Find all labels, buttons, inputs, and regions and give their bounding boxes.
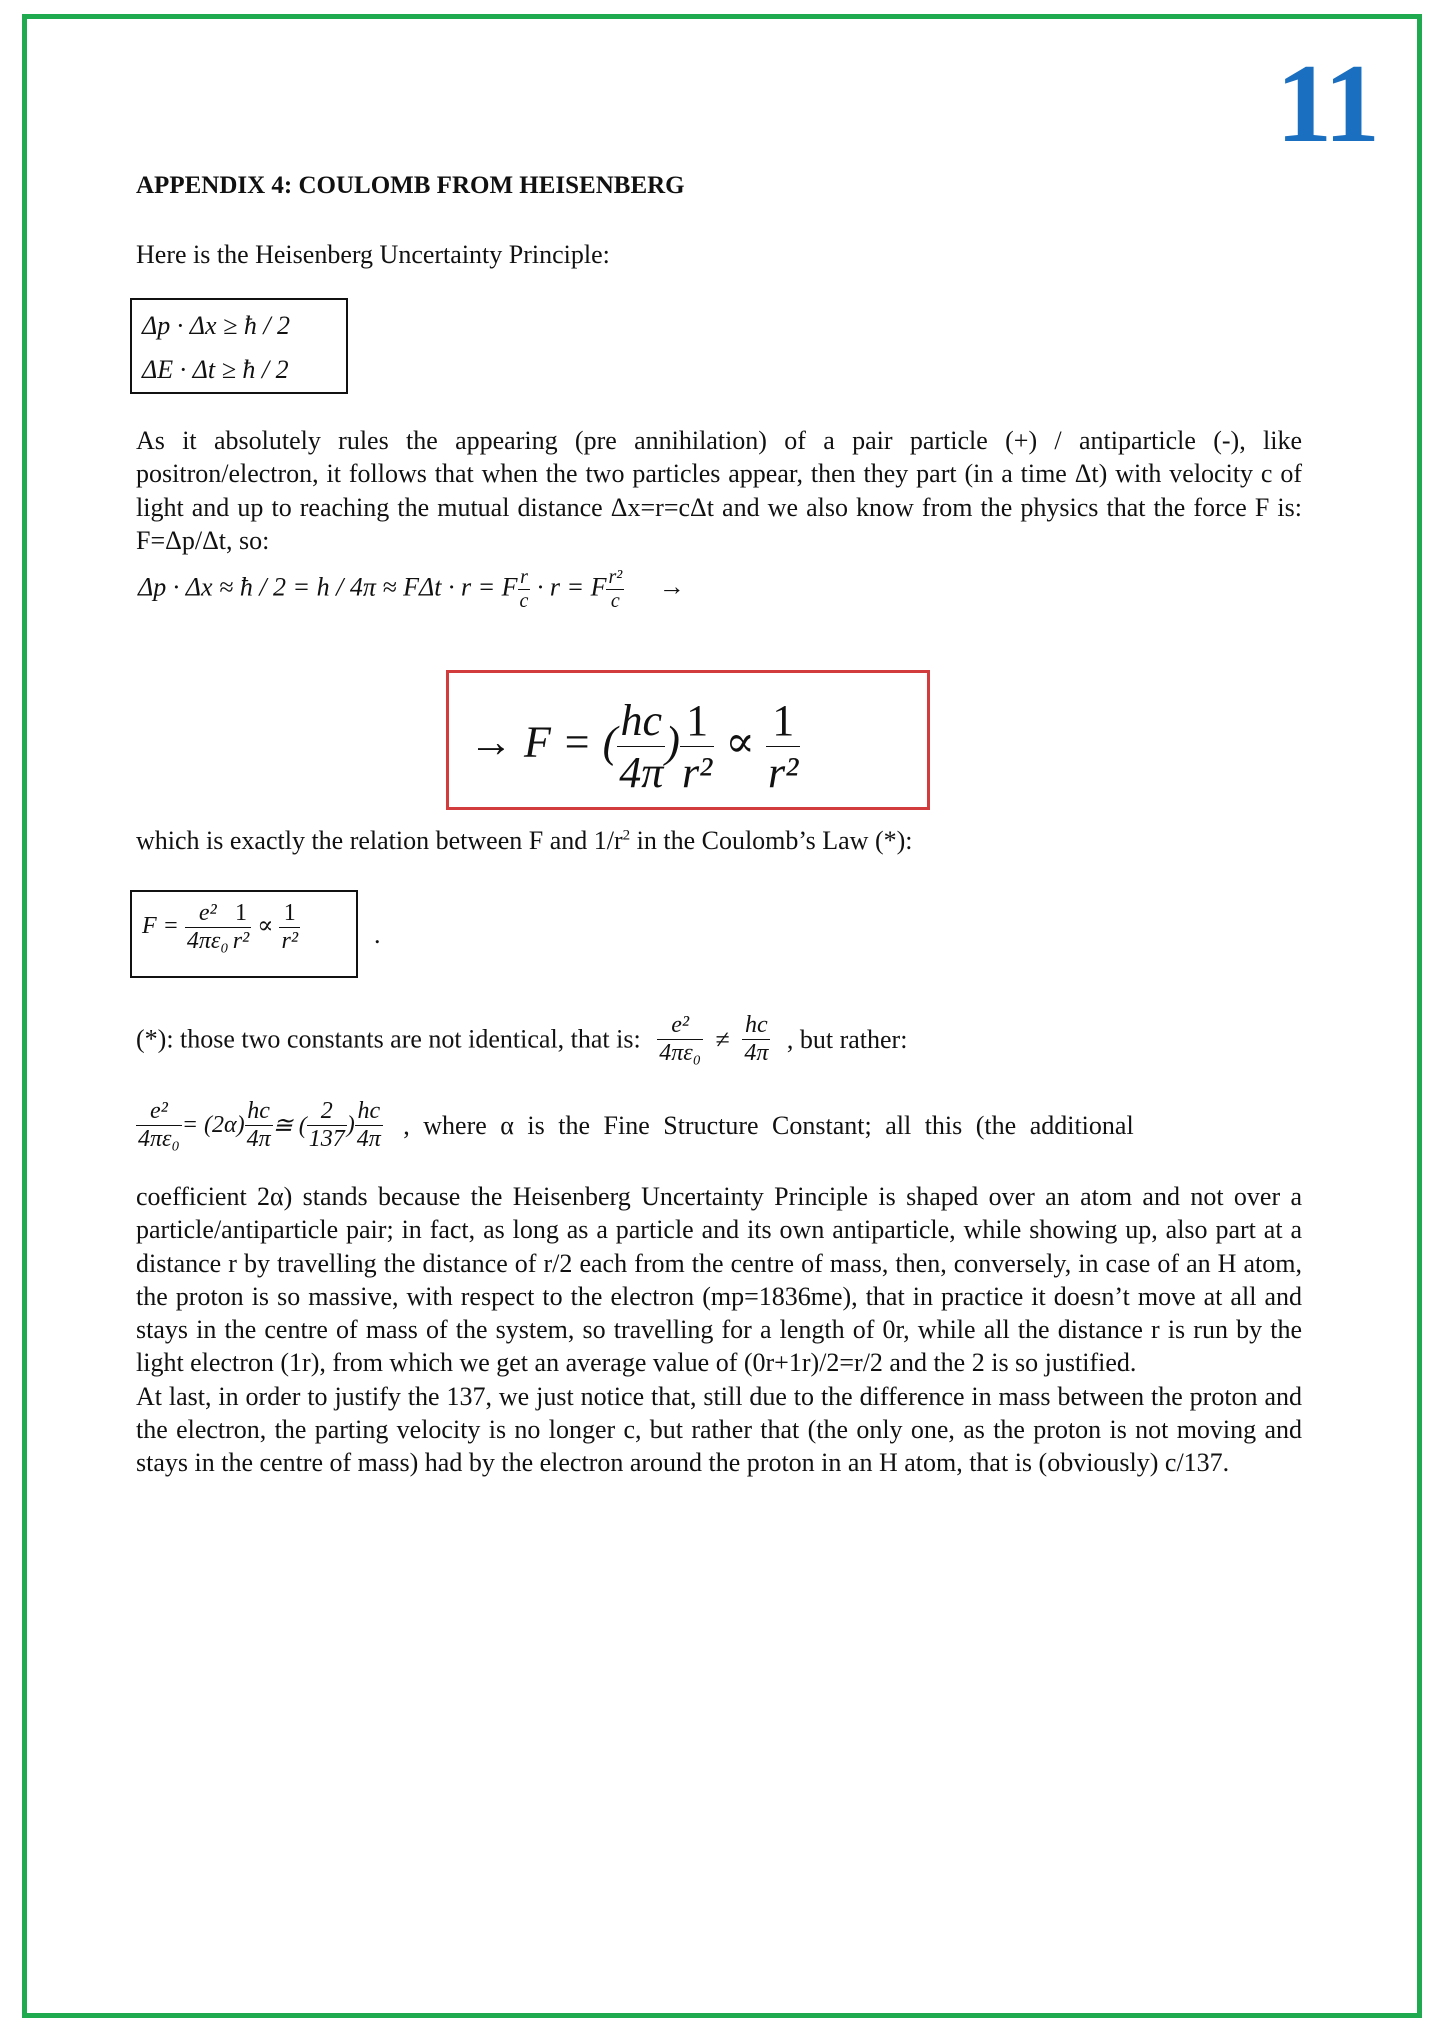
- fraction-denominator: 137: [308, 1126, 345, 1152]
- coulomb-box: [130, 890, 358, 978]
- fraction-1-over-r2-b: [279, 900, 300, 955]
- fraction-e2-over-4pieps: [657, 1012, 703, 1067]
- fraction-1-over-r2: [680, 695, 714, 798]
- fraction-1-over-r2: [231, 900, 252, 955]
- fine-structure-tail: , where α is the Fine Structure Constant; all this (the additional: [403, 1110, 1134, 1140]
- uncertainty-line-2: ΔE · Δt ≥ ħ / 2: [142, 355, 289, 384]
- fine-structure-line: [136, 1098, 1302, 1153]
- fraction-e2-over-4pieps: [136, 1098, 182, 1153]
- paragraph-2-text-a: which is exactly the relation between F and 1/r: [136, 826, 623, 855]
- fraction-r2-over-c: [606, 566, 624, 613]
- note-suffix: , but rather:: [786, 1024, 908, 1054]
- paragraph-3-text: coefficient 2α) stands because the Heisenberg Uncertainty Principle is shaped over an atom and not over a particle/antiparticle pair; in fact, as long as a particle and its own antiparticle, while showing up, also part at a distance r by travelling the distance of r/2 each from the centre of mass, then, conversely, in case of an H atom, the proton is so massive, with respect to the electron (mp=1836me), that in practice it doesn’t move at all and stays in the centre of mass of the system, so travelling for a length of 0r, while all the distance r is run by the light electron (1r), from which we get an average value of (0r+1r)/2=r/2 and the 2 is so justified.: [136, 1182, 1302, 1378]
- fraction-denominator: r²: [681, 748, 713, 797]
- fraction-r-over-c: [518, 566, 531, 613]
- fraction-1-over-r2-b: [766, 695, 800, 798]
- fraction-numerator: hc: [357, 1098, 381, 1124]
- derivation-equation: [138, 566, 685, 613]
- coulomb-lhs: F =: [142, 913, 179, 940]
- proportional-symbol: ∝: [257, 913, 274, 940]
- intro-text: Here is the Heisenberg Uncertainty Principle:: [136, 240, 610, 269]
- fraction-2-over-137: [307, 1098, 347, 1153]
- fraction-denominator: c: [519, 590, 529, 612]
- eq-alpha: = (2α): [181, 1112, 245, 1138]
- approx-symbol: ≅ (: [272, 1113, 307, 1139]
- fraction-numerator: e²: [671, 1012, 690, 1038]
- fraction-denominator: 4π: [246, 1126, 271, 1152]
- result-equation: [469, 695, 800, 798]
- fraction-numerator: hc: [620, 696, 663, 745]
- fraction-e2-over-4pieps: [185, 900, 231, 955]
- paragraph-2-text-b: in the Coulomb’s Law (*):: [630, 826, 913, 855]
- section-heading: APPENDIX 4: COULOMB FROM HEISENBERG: [136, 172, 685, 199]
- coulomb-equation: [142, 900, 300, 955]
- fraction-denominator: 4πε₀: [659, 1040, 702, 1066]
- fraction-denominator: r²: [768, 748, 799, 797]
- derivation-lhs: Δp · Δx ≈ ħ / 2 = h / 4π ≈ FΔt · r = F: [138, 572, 518, 602]
- eq-close: ): [346, 1112, 355, 1138]
- paragraph-3: [136, 1180, 1302, 1480]
- fraction-denominator: r²: [281, 928, 299, 954]
- fraction-numerator: 1: [283, 900, 296, 926]
- result-box: [446, 670, 930, 810]
- page-number: 11: [1276, 42, 1378, 166]
- not-equal-symbol: ≠: [715, 1024, 730, 1054]
- proportional-symbol: ∝: [725, 717, 756, 767]
- fraction-denominator: 4π: [744, 1040, 769, 1066]
- fraction-denominator: 4π: [619, 748, 664, 797]
- paragraph-1: [136, 424, 1302, 557]
- fraction-hc-over-4pi: [617, 695, 665, 798]
- fraction-numerator: 1: [686, 696, 709, 745]
- paragraph-1-text: As it absolutely rules the appearing (pre annihilation) of a pair particle (+) / antiparticle (-), like positron/electron, it follows that when the two particles appear, then they part (in a time Δt) with velocity c of light and up to reaching the mutual distance Δx=r=cΔt and we also know from the physics that the force F is: F=Δp/Δt, so:: [136, 426, 1302, 555]
- fraction-denominator: 4πε₀: [138, 1126, 180, 1152]
- note-prefix: (*): those two constants are not identical, that is:: [136, 1024, 641, 1054]
- paragraph-2: [136, 826, 912, 856]
- fraction-numerator: e²: [149, 1098, 168, 1124]
- fraction-numerator: r: [520, 566, 528, 588]
- derivation-mid: · r = F: [536, 572, 607, 602]
- fraction-numerator: hc: [745, 1012, 768, 1038]
- paragraph-4-text: At last, in order to justify the 137, we just notice that, still due to the difference in mass between the proton and the electron, the parting velocity is no longer c, but rather that (the only one, as the proton is not moving and stays in the centre of mass) had by the electron around the proton in an H atom, that is (obviously) c/137.: [136, 1381, 1302, 1478]
- paragraph-2-superscript: 2: [622, 827, 631, 844]
- fraction-denominator: r²: [232, 928, 250, 954]
- fraction-denominator: 4π: [356, 1126, 381, 1152]
- fraction-numerator: e²: [198, 900, 217, 926]
- arrow-icon: →: [658, 572, 685, 602]
- fraction-hc-over-4pi-b: [355, 1098, 383, 1153]
- result-prefix: → F = (: [469, 717, 618, 767]
- fraction-hc-over-4pi: [742, 1012, 770, 1067]
- fraction-numerator: hc: [247, 1098, 270, 1124]
- fraction-numerator: 1: [772, 696, 795, 745]
- note-line: [136, 1012, 907, 1067]
- uncertainty-line-1: Δp · Δx ≥ ħ / 2: [142, 311, 291, 340]
- fraction-denominator: 4πε₀: [186, 928, 229, 954]
- fraction-numerator: 1: [234, 900, 247, 926]
- fraction-numerator: 2: [320, 1098, 333, 1124]
- fraction-denominator: c: [606, 589, 624, 613]
- result-close: ): [665, 717, 680, 767]
- fraction-numerator: r²: [608, 566, 623, 588]
- uncertainty-box: [130, 298, 348, 394]
- coulomb-period: .: [374, 920, 381, 949]
- fraction-hc-over-4pi: [245, 1098, 273, 1153]
